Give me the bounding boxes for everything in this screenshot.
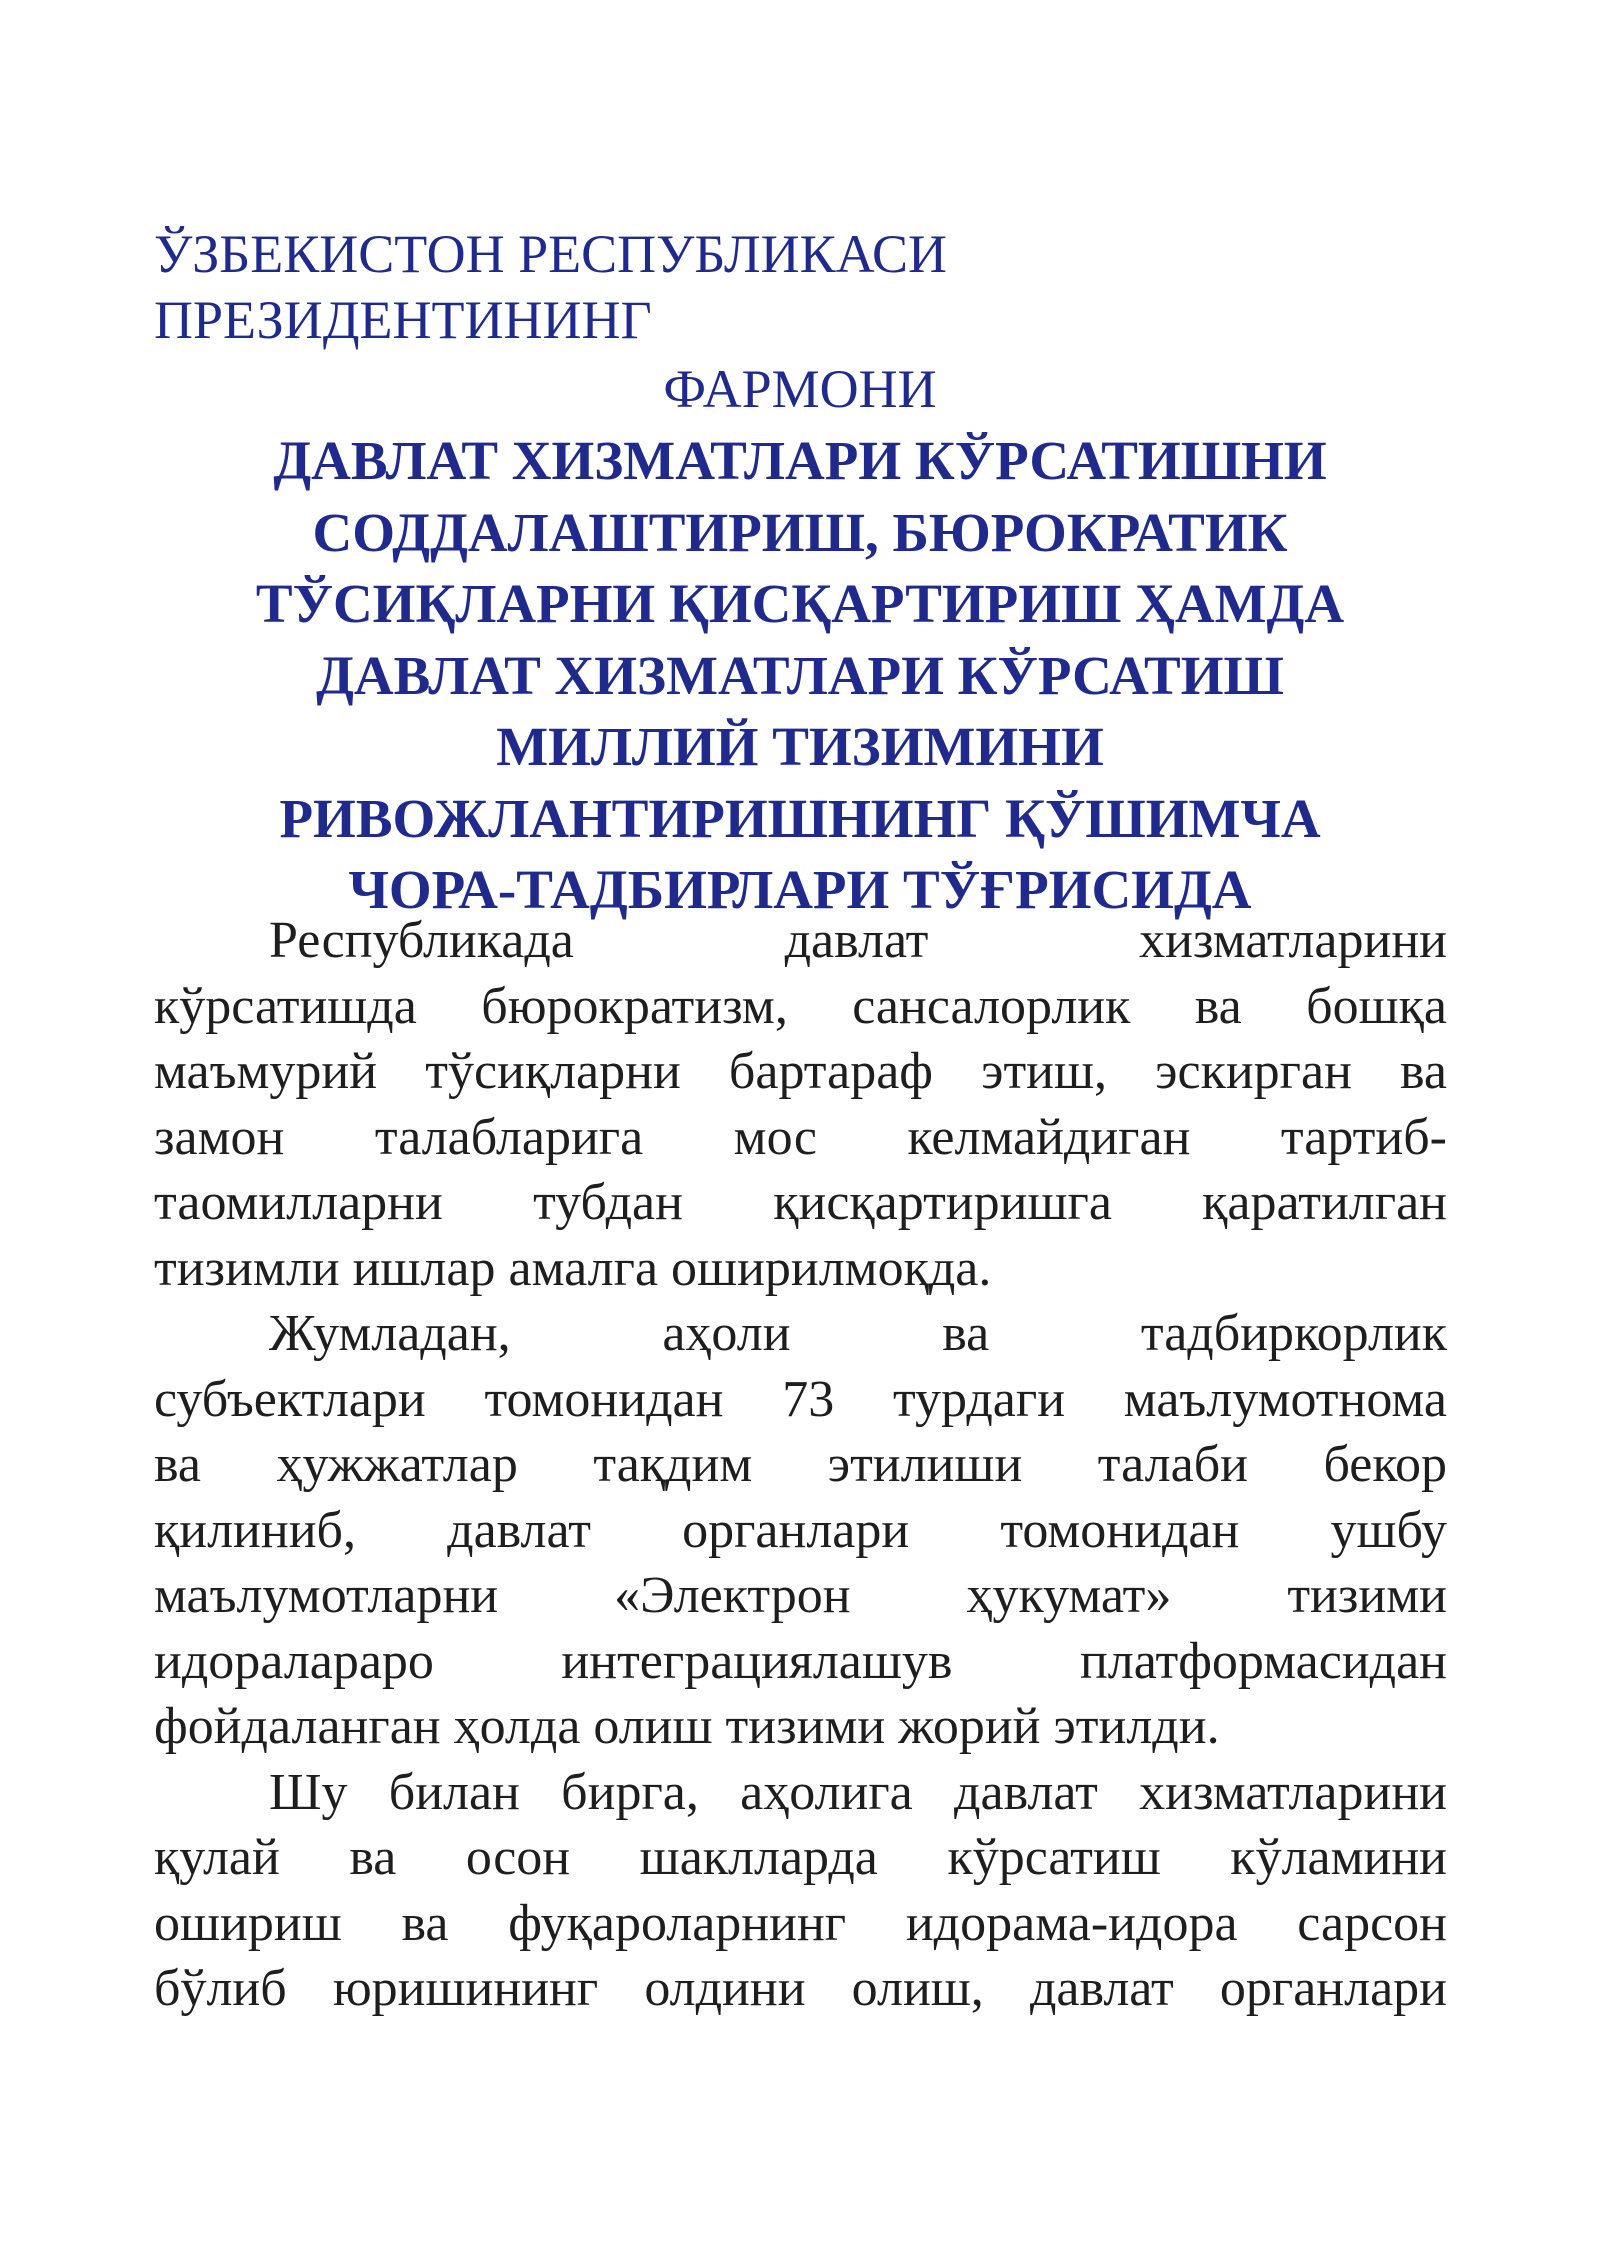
text-line: замон талабларига мос келмайдиган тартиб- xyxy=(154,1108,1447,1166)
text-line: ва ҳужжатлар тақдим этилиши талаби бекор xyxy=(154,1436,1447,1493)
text-line: Республикада давлат хизматларини xyxy=(269,912,1447,969)
title-line: ТЎСИҚЛАРНИ ҚИСҚАРТИРИШ ҲАМДА xyxy=(255,573,1345,634)
text-line: идоралараро интеграциялашув платформасидан xyxy=(154,1632,1447,1690)
decree-title xyxy=(150,425,1450,926)
text-line: маъмурий тўсиқларни бартараф этиш, эскирган ва xyxy=(154,1043,1447,1100)
text-line: Шу билан бирга, аҳолига давлат хизматларини xyxy=(269,1763,1447,1821)
paragraph-2 xyxy=(154,1301,1447,1760)
decree-body xyxy=(154,908,1447,2022)
header-president: ПРЕЗИДЕНТИНИНГ xyxy=(154,290,652,350)
title-line: ЧОРА-ТАДБИРЛАРИ ТЎҒРИСИДА xyxy=(348,859,1252,920)
title-line: ДАВЛАТ ХИЗМАТЛАРИ КЎРСАТИШ xyxy=(316,644,1284,706)
text-line: ошириш ва фуқароларнинг идорама-идора сарсон xyxy=(154,1894,1447,1952)
paragraph-3 xyxy=(154,1760,1447,2022)
title-line: СОДДАЛАШТИРИШ, БЮРОКРАТИК xyxy=(312,501,1288,563)
header-country: ЎЗБЕКИСТОН РЕСПУБЛИКАСИ xyxy=(154,224,947,284)
text-line: маълумотларни «Электрон ҳукумат» тизими xyxy=(154,1567,1447,1624)
title-line: МИЛЛИЙ ТИЗИМИНИ xyxy=(496,716,1104,777)
text-line: Жумладан, аҳоли ва тадбиркорлик xyxy=(269,1305,1447,1362)
text-line: қилиниб, давлат органлари томонидан ушбу xyxy=(154,1501,1447,1559)
text-line: кўрсатишда бюрократизм, сансалорлик ва бошқа xyxy=(154,977,1447,1035)
text-line: бўлиб юришининг олдини олиш, давлат органлари xyxy=(154,1960,1447,2017)
header-decree: ФАРМОНИ xyxy=(663,359,937,419)
text-line: тизимли ишлар амалга оширилмоқда. xyxy=(154,1239,992,1297)
text-line: қулай ва осон шаклларда кўрсатиш кўламини xyxy=(154,1829,1447,1886)
text-line: субъектлари томонидан 73 турдаги маълумотнома xyxy=(154,1370,1447,1428)
paragraph-1 xyxy=(154,908,1447,1301)
text-line: таомилларни тубдан қисқартиришга қаратилган xyxy=(154,1174,1447,1231)
title-line: ДАВЛАТ ХИЗМАТЛАРИ КЎРСАТИШНИ xyxy=(273,430,1327,491)
text-line: фойдаланган ҳолда олиш тизими жорий этилди. xyxy=(154,1698,1220,1755)
title-line: РИВОЖЛАНТИРИШНИНГ ҚЎШИМЧА xyxy=(279,787,1321,849)
